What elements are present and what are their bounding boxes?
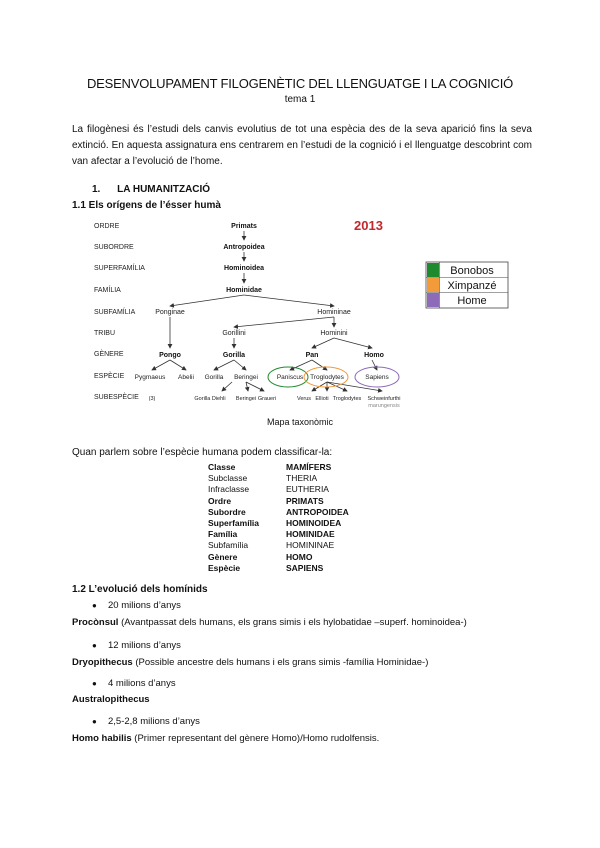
classification-rank: Ordre bbox=[208, 495, 232, 506]
taxonomy-diagram bbox=[72, 212, 532, 412]
node-primats: Primats bbox=[231, 223, 257, 230]
figure-caption: Mapa taxonòmic bbox=[266, 417, 334, 427]
node-hominidae: Hominidae bbox=[226, 287, 262, 294]
classification-rank: Classe bbox=[208, 462, 236, 472]
section-title: LA HUMANITZACIÓ bbox=[117, 184, 211, 195]
rank-ordre: ORDRE bbox=[94, 223, 120, 230]
hominid-name: Procònsul bbox=[72, 617, 119, 628]
section-number: 1. bbox=[92, 184, 101, 195]
legend-swatch-home bbox=[427, 293, 439, 307]
year-label: 2013 bbox=[354, 218, 383, 233]
document-title: DESENVOLUPAMENT FILOGENÈTIC DEL LLENGUATGE I LA COGNICIÓ bbox=[86, 76, 514, 91]
classification-rank: Superfamília bbox=[208, 518, 260, 529]
classification-rank: Subordre bbox=[208, 506, 246, 517]
classification-rank: Subclasse bbox=[208, 473, 248, 484]
node-ponginae: Ponginae bbox=[155, 309, 185, 316]
document-subtitle: tema 1 bbox=[284, 94, 316, 105]
evolution-entry-4 bbox=[72, 733, 379, 744]
evolution-time-1 bbox=[92, 600, 181, 611]
node-abelii: Abelii bbox=[178, 374, 194, 381]
rank-subespecie: SUBESPÈCIE bbox=[94, 394, 139, 401]
classify-intro: Quan parlem sobre l’espècie humana podem classificar-la: bbox=[72, 447, 333, 458]
node-sapiens: Sapiens bbox=[365, 374, 389, 381]
rank-especie: ESPÈCIE bbox=[94, 373, 125, 380]
classification-row bbox=[208, 563, 349, 574]
classification-value: THERIA bbox=[286, 473, 318, 484]
classification-value: SAPIENS bbox=[286, 562, 324, 573]
classification-row bbox=[208, 529, 349, 540]
classification-value: HOMINIDAE bbox=[286, 529, 335, 540]
rank-genere: GÈNERE bbox=[94, 351, 124, 358]
rank-superfamilia: SUPERFAMÍLIA bbox=[94, 265, 145, 272]
classification-value: ANTROPOIDEA bbox=[286, 506, 349, 517]
classification-value: EUTHERIA bbox=[286, 484, 329, 495]
subspecies-ellioti: Ellioti bbox=[315, 396, 329, 402]
classification-row bbox=[208, 507, 349, 518]
hominid-desc: (Avantpassat dels humans, els grans simis i els hylobatidae –superf. hominoidea-) bbox=[118, 617, 467, 628]
classification-row bbox=[208, 518, 349, 529]
classification-value: HOMININAE bbox=[286, 540, 335, 551]
rank-familia: FAMÍLIA bbox=[94, 287, 121, 294]
node-gorilla-species: Gorilla bbox=[204, 374, 224, 381]
classification-rank: Família bbox=[208, 529, 238, 540]
evolution-time-text: 2,5-2,8 milions d’anys bbox=[108, 716, 200, 727]
section-heading-1 bbox=[92, 184, 210, 195]
evolution-time-2 bbox=[92, 640, 181, 651]
legend-swatch-bonobos bbox=[427, 263, 439, 277]
node-beringei: Beringei bbox=[234, 374, 258, 381]
subspecies-schweinfurthi: Schweinfurthi bbox=[367, 396, 401, 402]
subspecies-gorilla-diehli: Gorilla Diehli bbox=[194, 396, 226, 402]
classification-row bbox=[208, 552, 349, 563]
node-troglodytes: Troglodytes bbox=[310, 374, 344, 381]
subspecies-marungensis: marungensis bbox=[368, 403, 400, 409]
subspecies-verus: Verus bbox=[296, 396, 312, 402]
classification-value: MAMÍFERS bbox=[286, 462, 332, 472]
section-heading-1-2: 1.2 L’evolució dels homínids bbox=[72, 584, 208, 595]
classification-value: PRIMATS bbox=[286, 495, 324, 506]
node-pan: Pan bbox=[305, 352, 319, 359]
intro-paragraph: La filogènesi és l’estudi dels canvis evolutius de tot una espècia des de la seva aparició fins la seva extinció. En aquesta assignatura ens centrarem en l’estudi de la cognició i el llenguatge descobrint com van afectar a l’evolució de l’home. bbox=[72, 124, 532, 167]
hominid-name: Dryopithecus bbox=[72, 657, 133, 668]
rank-subfamilia: SUBFAMÍLIA bbox=[94, 309, 136, 316]
classification-row bbox=[208, 473, 349, 484]
rank-subordre: SUBORDRE bbox=[94, 244, 134, 251]
node-pongo: Pongo bbox=[159, 352, 181, 359]
legend-label-bonobos: Bonobos bbox=[450, 265, 494, 277]
classification-row bbox=[208, 540, 349, 551]
hominid-name: Homo habilis bbox=[72, 733, 132, 744]
classification-row bbox=[208, 484, 349, 495]
legend-label-ximpanze: Ximpanzé bbox=[447, 280, 497, 292]
subspecies-3: (3) bbox=[148, 396, 156, 402]
classification-rank: Gènere bbox=[208, 551, 238, 562]
evolution-time-text: 20 milions d’anys bbox=[108, 600, 181, 611]
classification-value: HOMINOIDEA bbox=[286, 518, 342, 529]
hominid-name: Australopithecus bbox=[72, 694, 150, 705]
classification-table bbox=[208, 462, 349, 574]
legend-label-home: Home bbox=[457, 295, 487, 307]
classification-row bbox=[208, 496, 349, 507]
section-heading-1-1: 1.1 Els orígens de l’ésser humà bbox=[72, 200, 221, 211]
subspecies-beringei: Beringei bbox=[235, 396, 257, 402]
node-gorilla: Gorilla bbox=[222, 352, 246, 359]
evolution-time-text: 12 milions d’anys bbox=[108, 640, 181, 651]
node-hominini: Hominini bbox=[320, 330, 348, 337]
classification-rank: Infraclasse bbox=[208, 484, 250, 495]
evolution-time-text: 4 milions d’anys bbox=[108, 678, 176, 689]
subspecies-troglodytes: Troglodytes bbox=[332, 396, 362, 402]
evolution-entry-1 bbox=[72, 617, 467, 628]
evolution-time-3 bbox=[92, 678, 176, 689]
node-paniscus: Paniscus bbox=[276, 374, 304, 381]
classification-value: HOMO bbox=[286, 551, 313, 562]
classification-row bbox=[208, 462, 349, 473]
evolution-time-4 bbox=[92, 716, 200, 727]
subspecies-graueri: Graueri bbox=[257, 396, 277, 402]
evolution-entry-2 bbox=[72, 657, 428, 668]
node-pygmaeus: Pygmaeus bbox=[134, 374, 166, 381]
evolution-entry-3 bbox=[72, 694, 150, 705]
node-homo: Homo bbox=[364, 352, 384, 359]
hominid-desc: (Primer representant del gènere Homo)/Homo rudolfensis. bbox=[131, 733, 380, 744]
hominid-desc: (Possible ancestre dels humans i els grans simis -família Hominidae-) bbox=[132, 657, 429, 668]
taxonomy-legend bbox=[426, 262, 508, 308]
classification-rank: Espècie bbox=[208, 562, 241, 573]
node-antropoidea: Antropoidea bbox=[223, 244, 265, 251]
node-homininae: Homininae bbox=[317, 309, 351, 316]
node-gorillini: Gorillini bbox=[222, 330, 246, 337]
legend-swatch-ximpanze bbox=[427, 278, 439, 292]
rank-tribu: TRIBU bbox=[94, 330, 115, 337]
classification-rank: Subfamília bbox=[208, 540, 249, 551]
node-hominoidea: Hominoidea bbox=[223, 265, 265, 272]
